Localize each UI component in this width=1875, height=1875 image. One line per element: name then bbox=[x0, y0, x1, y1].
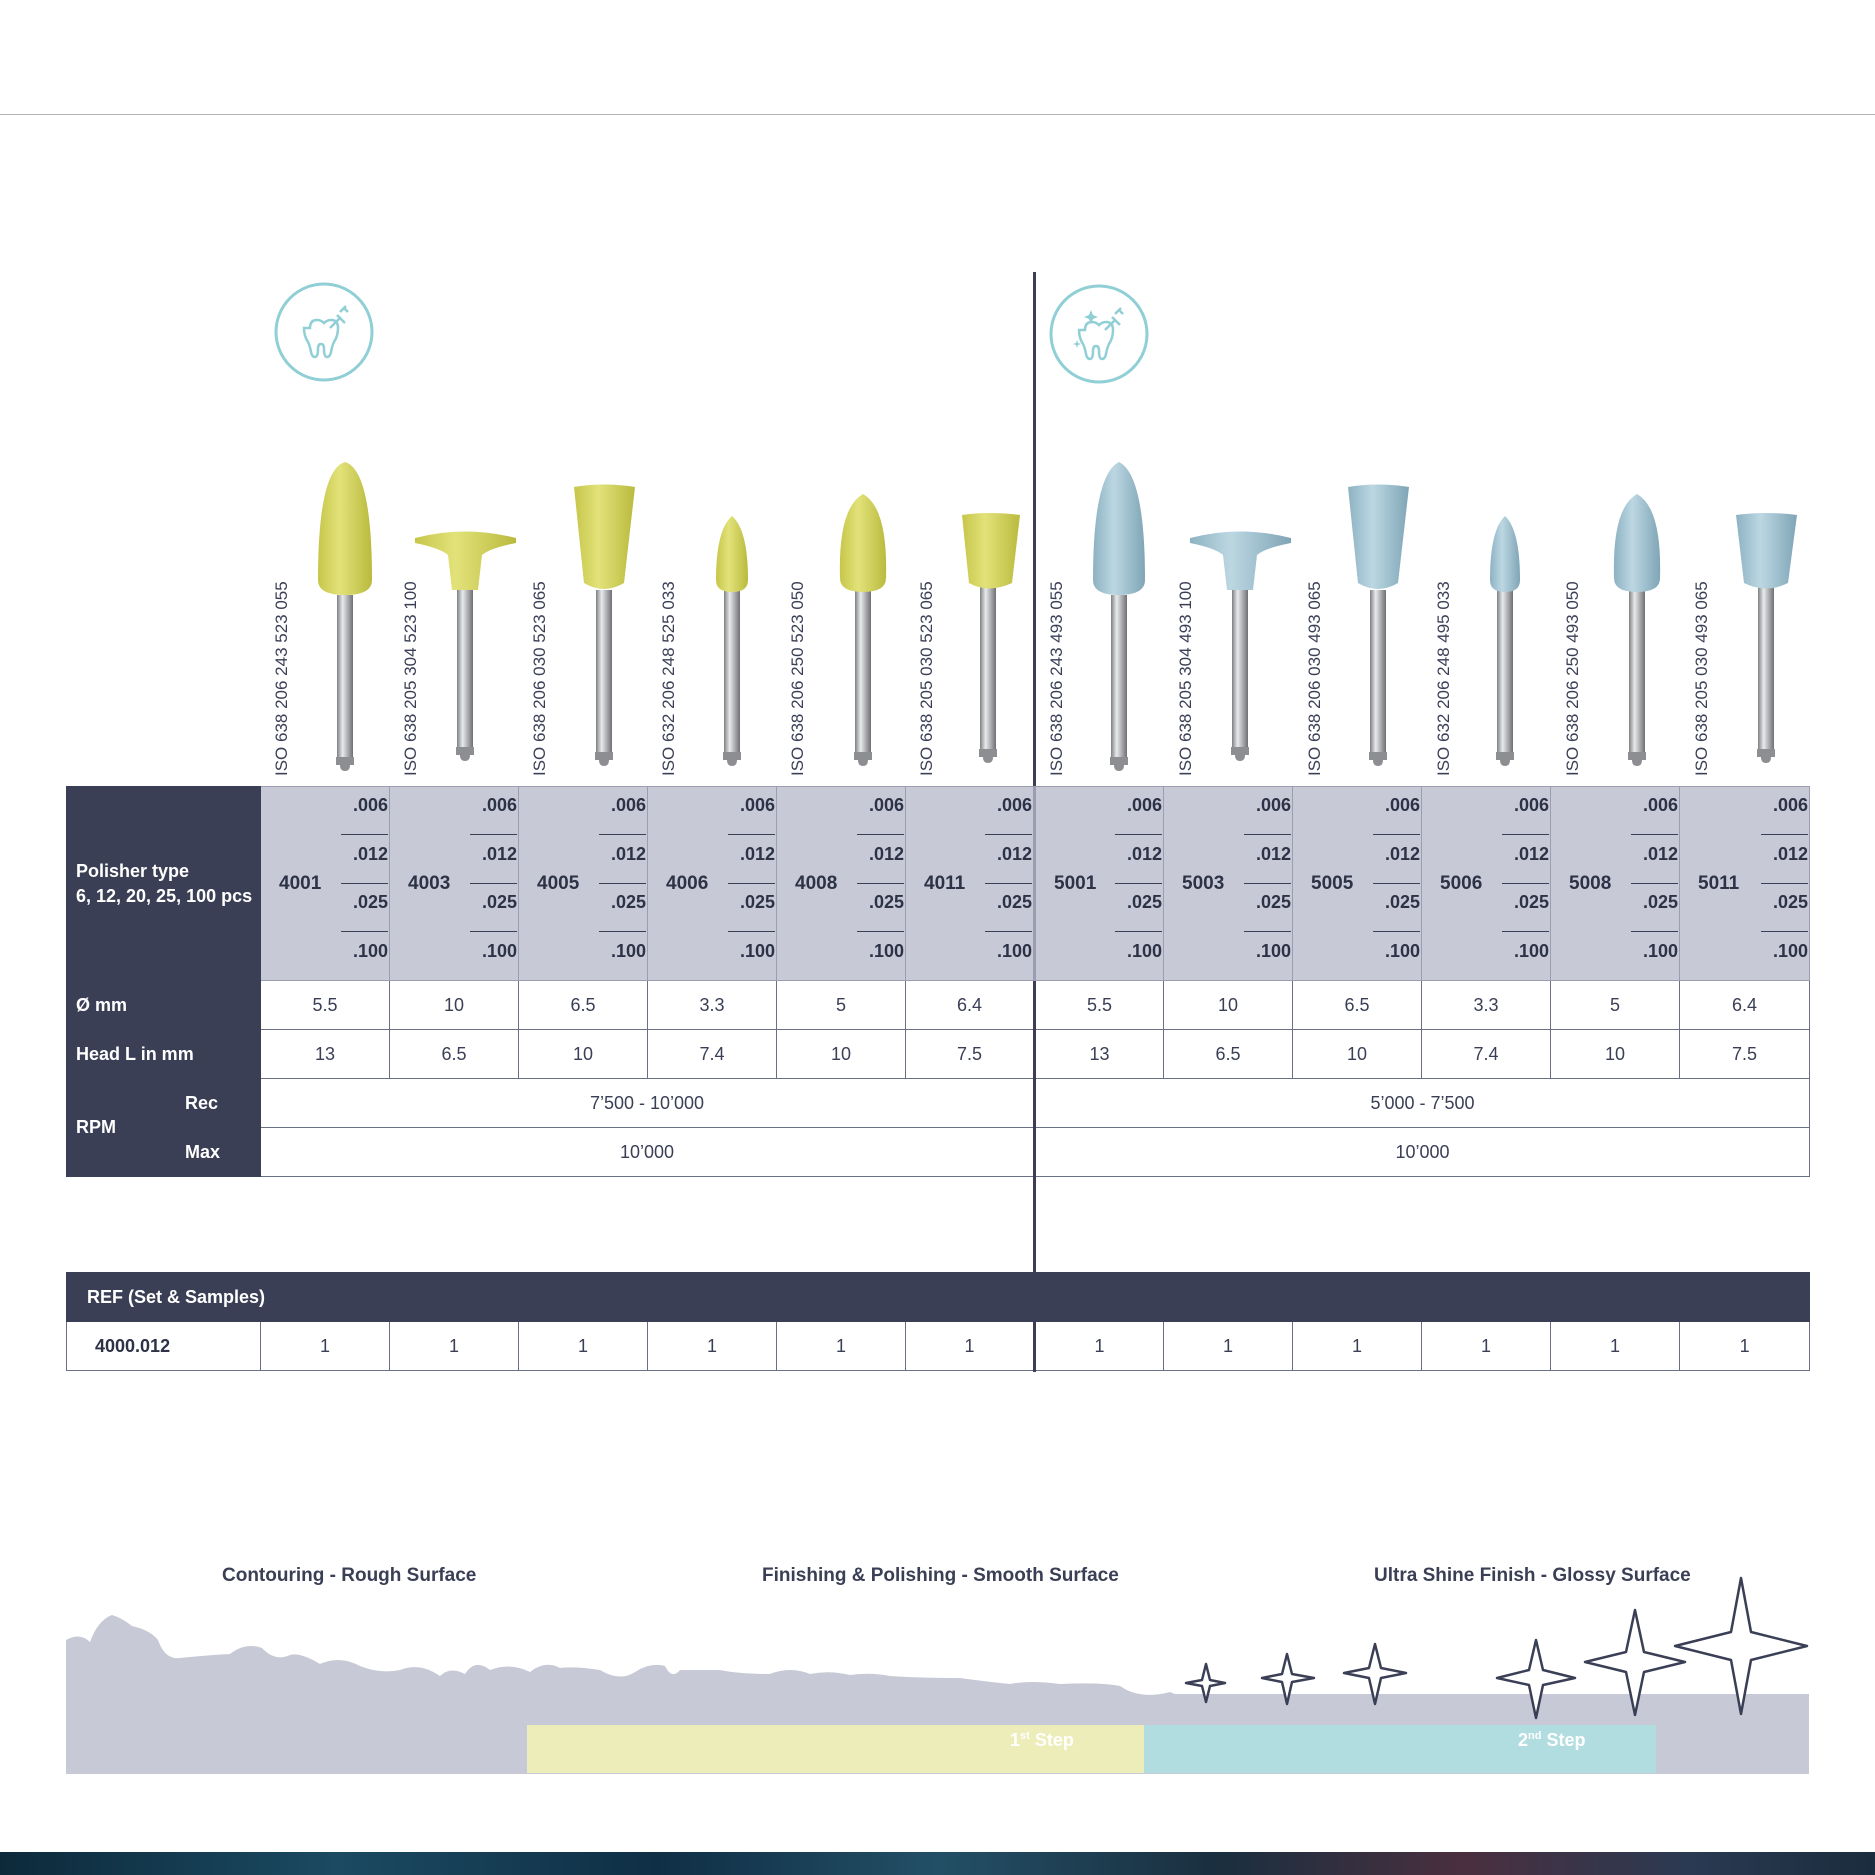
polisher-type-cell bbox=[1551, 787, 1680, 981]
grade-value: .006 bbox=[739, 795, 776, 815]
head-length-row bbox=[67, 1030, 1810, 1079]
grade-divider bbox=[341, 883, 388, 884]
polisher-4011 bbox=[962, 513, 1020, 763]
rpm-max-left: 10’000 bbox=[261, 1128, 1035, 1177]
iso-code: ISO 638 206 030 493 065 bbox=[1305, 581, 1324, 776]
ref-header-row bbox=[67, 1273, 1810, 1322]
polisher-code: 4011 bbox=[924, 872, 966, 894]
grade-value: .025 bbox=[481, 892, 518, 912]
grade-list bbox=[976, 787, 1032, 980]
grade-value: .025 bbox=[352, 892, 389, 912]
polisher-type-header bbox=[67, 787, 261, 981]
polisher-4006 bbox=[716, 516, 748, 766]
head-length-cell: 10 bbox=[519, 1030, 648, 1079]
diameter-row bbox=[67, 981, 1810, 1030]
step2-label: 2nd Step bbox=[1518, 1730, 1586, 1750]
grade-value: .100 bbox=[739, 941, 776, 961]
head-length-cell: 13 bbox=[1035, 1030, 1164, 1079]
ref-quantity-cell: 1 bbox=[777, 1322, 906, 1371]
polisher-code: 4001 bbox=[279, 872, 322, 894]
grade-divider bbox=[1115, 931, 1162, 932]
ref-quantity-cell: 1 bbox=[390, 1322, 519, 1371]
surface-profile-graphic bbox=[0, 1570, 1875, 1780]
grade-value: .025 bbox=[1255, 892, 1292, 912]
ref-quantity-cell: 1 bbox=[1035, 1322, 1164, 1371]
rpm-max-label: Max bbox=[175, 1128, 261, 1177]
polisher-code: 5003 bbox=[1182, 872, 1225, 894]
grade-divider bbox=[341, 834, 388, 835]
head-length-cell: 7.5 bbox=[906, 1030, 1035, 1079]
ref-quantity-cell: 1 bbox=[1293, 1322, 1422, 1371]
grade-divider bbox=[470, 883, 517, 884]
grade-divider bbox=[599, 883, 646, 884]
head-length-cell: 6.5 bbox=[1164, 1030, 1293, 1079]
grade-divider bbox=[1631, 883, 1678, 884]
grade-divider bbox=[728, 834, 775, 835]
grade-value: .025 bbox=[1384, 892, 1421, 912]
polisher-type-cell bbox=[1293, 787, 1422, 981]
rpm-rec-left: 7’500 - 10’000 bbox=[261, 1079, 1035, 1128]
polisher-code: 5005 bbox=[1311, 872, 1354, 894]
diameter-cell: 6.5 bbox=[1293, 981, 1422, 1030]
ref-header: REF (Set & Samples) bbox=[67, 1273, 1810, 1322]
diameter-cell: 5.5 bbox=[261, 981, 390, 1030]
diameter-cell: 5 bbox=[777, 981, 906, 1030]
grade-divider bbox=[1244, 931, 1291, 932]
grade-list bbox=[1106, 787, 1162, 980]
grade-value: .012 bbox=[610, 844, 647, 864]
grade-value: .006 bbox=[610, 795, 647, 815]
grade-value: .006 bbox=[1384, 795, 1421, 815]
grade-divider bbox=[985, 931, 1032, 932]
polisher-type-cell bbox=[1035, 787, 1164, 981]
diameter-cell: 6.4 bbox=[906, 981, 1035, 1030]
grade-divider bbox=[728, 883, 775, 884]
grade-value: .012 bbox=[1255, 844, 1292, 864]
grade-value: .100 bbox=[1772, 941, 1809, 961]
ref-table bbox=[66, 1272, 1810, 1371]
head-length-cell: 6.5 bbox=[390, 1030, 519, 1079]
grade-value: .006 bbox=[1513, 795, 1550, 815]
grade-divider bbox=[1244, 883, 1291, 884]
iso-code: ISO 638 206 250 493 050 bbox=[1563, 581, 1582, 776]
grade-value: .025 bbox=[1126, 892, 1163, 912]
polisher-code: 5008 bbox=[1569, 872, 1612, 894]
grade-value: .100 bbox=[1255, 941, 1292, 961]
polisher-code: 4005 bbox=[537, 872, 580, 894]
grade-value: .012 bbox=[739, 844, 776, 864]
diameter-cell: 6.4 bbox=[1680, 981, 1810, 1030]
polisher-code: 5001 bbox=[1054, 872, 1097, 894]
polisher-type-cell bbox=[1164, 787, 1293, 981]
grade-value: .100 bbox=[1642, 941, 1679, 961]
ref-code: 4000.012 bbox=[67, 1322, 261, 1371]
grade-value: .012 bbox=[1384, 844, 1421, 864]
grade-list bbox=[461, 787, 517, 980]
ref-quantity-cell: 1 bbox=[1551, 1322, 1680, 1371]
ref-quantity-cell: 1 bbox=[519, 1322, 648, 1371]
iso-code: ISO 638 205 304 523 100 bbox=[401, 581, 420, 776]
rpm-max-right: 10’000 bbox=[1035, 1128, 1810, 1177]
grade-value: .025 bbox=[996, 892, 1033, 912]
polisher-type-sub: 6, 12, 20, 25, 100 pcs bbox=[76, 885, 253, 906]
polisher-5001 bbox=[1093, 462, 1145, 771]
sparkle-icon bbox=[1675, 1578, 1807, 1714]
rpm-rec-label: Rec bbox=[175, 1079, 261, 1128]
diameter-cell: 3.3 bbox=[1422, 981, 1551, 1030]
grade-divider bbox=[857, 931, 904, 932]
grade-divider bbox=[1502, 834, 1549, 835]
grade-value: .012 bbox=[1513, 844, 1550, 864]
grade-divider bbox=[985, 834, 1032, 835]
grade-value: .025 bbox=[610, 892, 647, 912]
head-length-cell: 10 bbox=[1293, 1030, 1422, 1079]
polisher-5003 bbox=[1190, 532, 1291, 762]
polisher-4005 bbox=[574, 485, 635, 767]
grade-value: .100 bbox=[610, 941, 647, 961]
grade-list bbox=[1752, 787, 1808, 980]
iso-code: ISO 638 205 030 493 065 bbox=[1692, 581, 1711, 776]
head-length-cell: 7.4 bbox=[1422, 1030, 1551, 1079]
grade-value: .006 bbox=[1255, 795, 1292, 815]
grade-divider bbox=[1115, 834, 1162, 835]
diameter-cell: 5 bbox=[1551, 981, 1680, 1030]
polisher-code: 5011 bbox=[1698, 872, 1740, 894]
ref-quantity-cell: 1 bbox=[1422, 1322, 1551, 1371]
diameter-cell: 10 bbox=[390, 981, 519, 1030]
grade-value: .100 bbox=[1126, 941, 1163, 961]
grade-divider bbox=[1761, 834, 1808, 835]
grade-value: .006 bbox=[481, 795, 518, 815]
polisher-4001 bbox=[318, 462, 372, 771]
grade-divider bbox=[1373, 883, 1420, 884]
grade-value: .012 bbox=[868, 844, 905, 864]
grade-divider bbox=[1115, 883, 1162, 884]
polisher-type-cell bbox=[648, 787, 777, 981]
grade-divider bbox=[857, 834, 904, 835]
iso-code: ISO 632 206 248 525 033 bbox=[659, 581, 678, 776]
grade-divider bbox=[1244, 834, 1291, 835]
polisher-type-cell bbox=[390, 787, 519, 981]
polisher-4003 bbox=[415, 532, 516, 762]
grade-list bbox=[332, 787, 388, 980]
rpm-max-row bbox=[67, 1128, 1810, 1177]
grade-value: .012 bbox=[481, 844, 518, 864]
grade-divider bbox=[470, 834, 517, 835]
grade-divider bbox=[1631, 834, 1678, 835]
diameter-cell: 3.3 bbox=[648, 981, 777, 1030]
grade-value: .025 bbox=[868, 892, 905, 912]
grade-list bbox=[590, 787, 646, 980]
grade-divider bbox=[1373, 834, 1420, 835]
ref-quantity-cell: 1 bbox=[906, 1322, 1035, 1371]
head-length-cell: 10 bbox=[777, 1030, 906, 1079]
grade-value: .012 bbox=[1126, 844, 1163, 864]
grade-list bbox=[848, 787, 904, 980]
iso-code: ISO 638 206 030 523 065 bbox=[530, 581, 549, 776]
grade-value: .025 bbox=[739, 892, 776, 912]
step1-label: 1st Step bbox=[1010, 1730, 1074, 1750]
grade-list bbox=[719, 787, 775, 980]
iso-code: ISO 638 206 243 493 055 bbox=[1047, 581, 1066, 776]
rpm-rec-row bbox=[67, 1079, 1810, 1128]
polisher-type-cell bbox=[777, 787, 906, 981]
grade-divider bbox=[599, 931, 646, 932]
grade-divider bbox=[1631, 931, 1678, 932]
grade-value: .006 bbox=[868, 795, 905, 815]
polisher-type-cell bbox=[261, 787, 390, 981]
rough-surface-label: Contouring - Rough Surface bbox=[222, 1565, 477, 1586]
grade-value: .006 bbox=[1772, 795, 1809, 815]
grade-value: .100 bbox=[352, 941, 389, 961]
diameter-cell: 10 bbox=[1164, 981, 1293, 1030]
grade-divider bbox=[1761, 931, 1808, 932]
grade-value: .012 bbox=[996, 844, 1033, 864]
grade-divider bbox=[857, 883, 904, 884]
polisher-type-label: Polisher type bbox=[76, 860, 190, 881]
iso-code: ISO 638 206 250 523 050 bbox=[788, 581, 807, 776]
polisher-type-cell bbox=[519, 787, 648, 981]
grade-value: .006 bbox=[1126, 795, 1163, 815]
grade-value: .006 bbox=[1642, 795, 1679, 815]
head-length-cell: 10 bbox=[1551, 1030, 1680, 1079]
grade-list bbox=[1622, 787, 1678, 980]
grade-list bbox=[1364, 787, 1420, 980]
polisher-spec-table bbox=[66, 786, 1810, 1177]
diameter-cell: 6.5 bbox=[519, 981, 648, 1030]
grade-divider bbox=[728, 931, 775, 932]
grade-divider bbox=[1502, 883, 1549, 884]
polisher-code: 4003 bbox=[408, 872, 451, 894]
grade-value: .006 bbox=[996, 795, 1033, 815]
grade-value: .006 bbox=[352, 795, 389, 815]
grade-value: .012 bbox=[1642, 844, 1679, 864]
grade-divider bbox=[470, 931, 517, 932]
ref-row bbox=[67, 1322, 1810, 1371]
iso-code: ISO 638 206 243 523 055 bbox=[272, 581, 291, 776]
polisher-code: 4006 bbox=[666, 872, 709, 894]
head-length-cell: 7.4 bbox=[648, 1030, 777, 1079]
grade-value: .025 bbox=[1513, 892, 1550, 912]
grade-divider bbox=[1761, 883, 1808, 884]
polisher-5011 bbox=[1736, 513, 1797, 763]
polisher-type-cell bbox=[906, 787, 1035, 981]
polisher-5006 bbox=[1490, 516, 1520, 766]
head-length-cell: 7.5 bbox=[1680, 1030, 1810, 1079]
grade-divider bbox=[1373, 931, 1420, 932]
smooth-surface-label: Finishing & Polishing - Smooth Surface bbox=[762, 1565, 1119, 1586]
grade-value: .025 bbox=[1772, 892, 1809, 912]
grade-divider bbox=[599, 834, 646, 835]
rpm-rec-right: 5’000 - 7’500 bbox=[1035, 1079, 1810, 1128]
grade-value: .100 bbox=[868, 941, 905, 961]
ref-quantity-cell: 1 bbox=[648, 1322, 777, 1371]
polisher-5008 bbox=[1614, 494, 1660, 766]
grade-value: .100 bbox=[1513, 941, 1550, 961]
ref-quantity-cell: 1 bbox=[1164, 1322, 1293, 1371]
iso-code: ISO 632 206 248 495 033 bbox=[1434, 581, 1453, 776]
grade-value: .100 bbox=[481, 941, 518, 961]
iso-code: ISO 638 205 304 493 100 bbox=[1176, 581, 1195, 776]
grade-value: .012 bbox=[1772, 844, 1809, 864]
polisher-5005 bbox=[1348, 485, 1409, 767]
glossy-surface-label: Ultra Shine Finish - Glossy Surface bbox=[1374, 1565, 1691, 1586]
grade-divider bbox=[341, 931, 388, 932]
polisher-code: 4008 bbox=[795, 872, 838, 894]
polisher-type-cell bbox=[1422, 787, 1551, 981]
ref-quantity-cell: 1 bbox=[261, 1322, 390, 1371]
grade-list bbox=[1235, 787, 1291, 980]
bottom-image-strip bbox=[0, 1852, 1875, 1875]
grade-list bbox=[1493, 787, 1549, 980]
polisher-code: 5006 bbox=[1440, 872, 1483, 894]
head-length-cell: 13 bbox=[261, 1030, 390, 1079]
polisher-type-cell bbox=[1680, 787, 1810, 981]
head-length-label: Head L in mm bbox=[67, 1030, 261, 1079]
ref-quantity-cell: 1 bbox=[1680, 1322, 1810, 1371]
grade-value: .012 bbox=[352, 844, 389, 864]
grade-value: .100 bbox=[996, 941, 1033, 961]
polisher-4008 bbox=[840, 494, 886, 766]
iso-code: ISO 638 205 030 523 065 bbox=[917, 581, 936, 776]
grade-divider bbox=[985, 883, 1032, 884]
polisher-type-row bbox=[67, 787, 1810, 981]
grade-value: .025 bbox=[1642, 892, 1679, 912]
rpm-label: RPM bbox=[67, 1079, 175, 1177]
diameter-label: Ø mm bbox=[67, 981, 261, 1030]
diameter-cell: 5.5 bbox=[1035, 981, 1164, 1030]
grade-value: .100 bbox=[1384, 941, 1421, 961]
grade-divider bbox=[1502, 931, 1549, 932]
